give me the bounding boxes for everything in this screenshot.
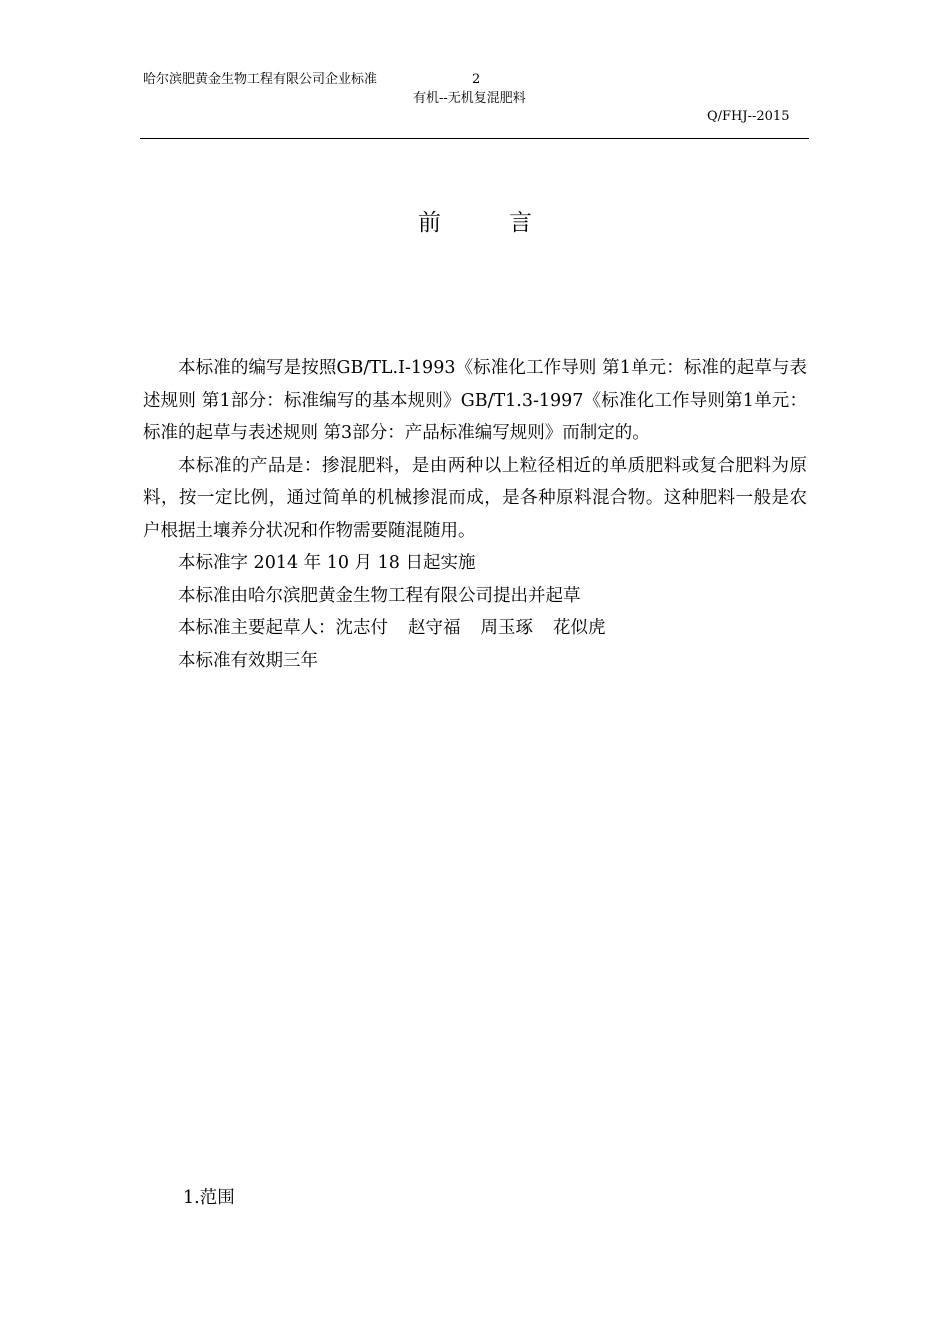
paragraph-effective-date: 本标准字 2014 年 10 月 18 日起实施 [178,553,476,573]
paragraph-drafters [143,612,807,645]
drafters-label: 本标准主要起草人： [178,618,336,638]
drafter-name: 周玉琢 [480,618,533,638]
paragraph-compilation-basis: 本标准的编写是按照GB/TL.I-1993《标准化工作导则 第1单元：标准的起草与表述规则 第1部分：标准编写的基本规则》GB/T1.3-1997《标准化工作导则第1单元：标准的起草与表述规则 第3部分：产品标准编写规则》而制定的。 [143,358,807,443]
header-company: 哈尔滨肥黄金生物工程有限公司企业标准 [143,72,378,87]
header-standard-code: Q/FHJ--2015 [707,109,790,124]
drafter-name: 花似虎 [553,618,606,638]
section-heading-scope: 1.范围 [183,1188,235,1208]
drafter-name: 沈志付 [335,618,388,638]
page-title: 前言 [418,210,600,236]
paragraph-proposer: 本标准由哈尔滨肥黄金生物工程有限公司提出并起草 [178,585,581,606]
header-page-number: 2 [472,72,481,87]
foreword-body [143,352,807,677]
header-product-name: 有机--无机复混肥料 [413,91,526,106]
drafter-name: 赵守福 [408,618,461,638]
paragraph-validity: 本标准有效期三年 [178,650,318,671]
header-rule [140,138,809,139]
paragraph-product-description: 本标准的产品是：掺混肥料，是由两种以上粒径相近的单质肥料或复合肥料为原料，按一定比例，通过简单的机械掺混而成，是各种原料混合物。这种肥料一般是农户根据土壤养分状况和作物需要随混随用。 [143,455,807,541]
